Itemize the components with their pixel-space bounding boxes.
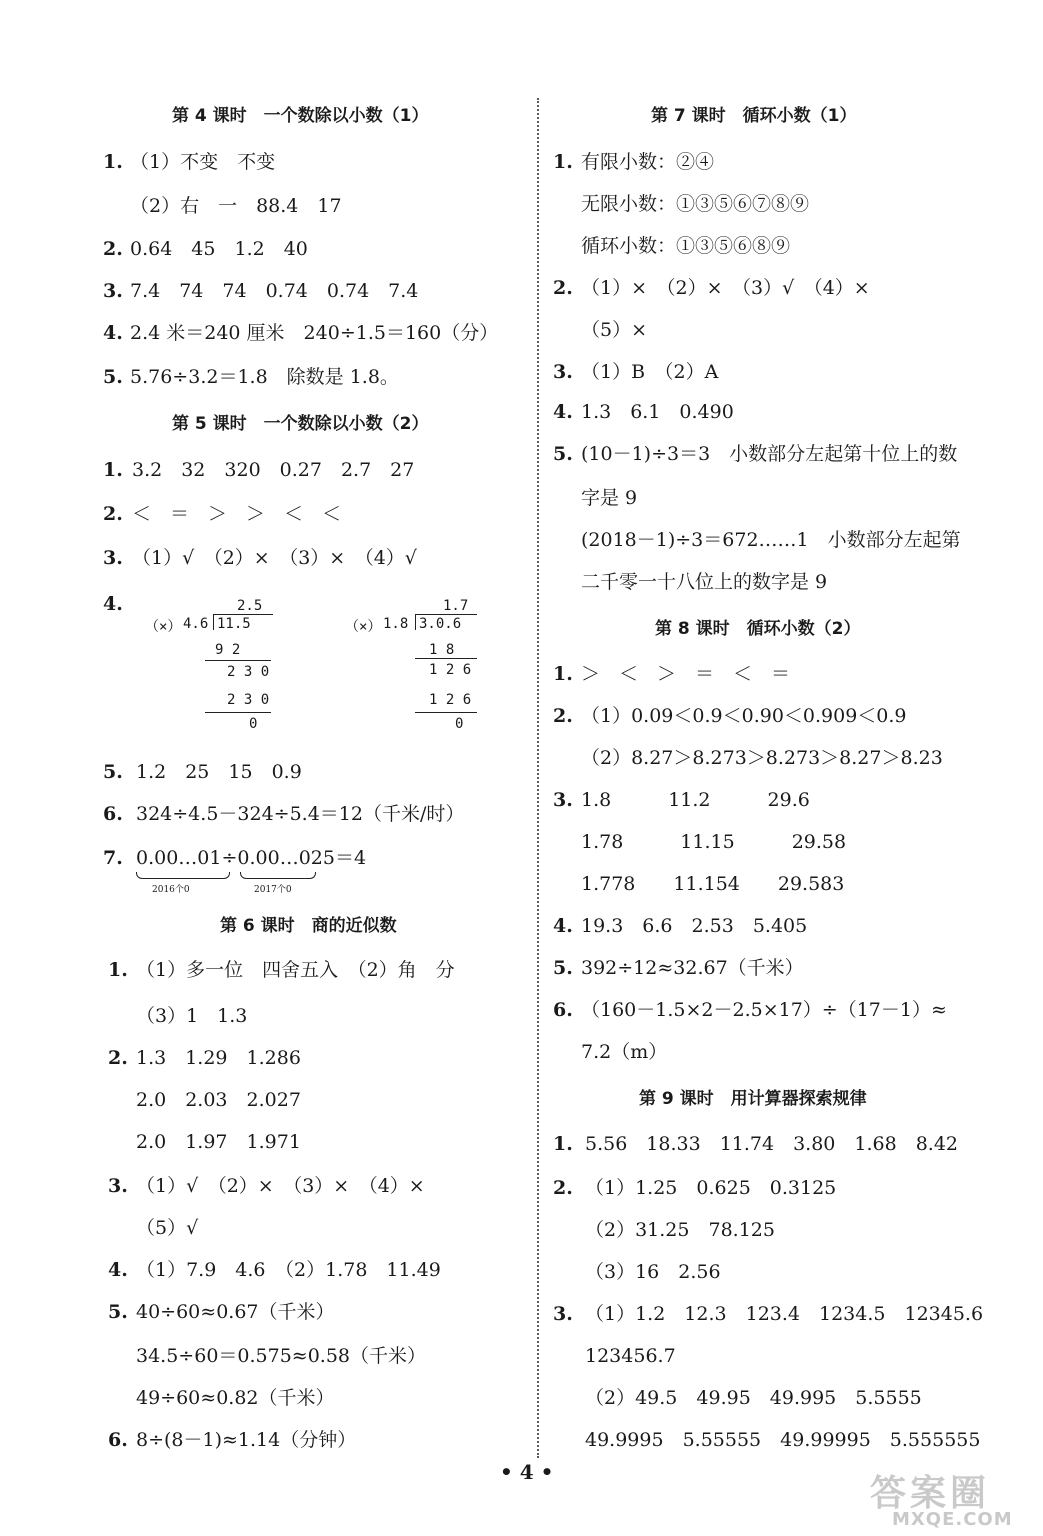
answer-text: 1.8 11.2 29.6 [581, 789, 810, 811]
column-divider [537, 98, 539, 1458]
item-number: 2. [103, 238, 123, 260]
section-title-lesson7: 第 7 课时 循环小数（1） [651, 106, 857, 126]
item-number: 3. [553, 361, 573, 383]
answer-text: 49.9995 5.55555 49.99995 5.555555 [585, 1429, 981, 1451]
answer-text: （5）√ [136, 1217, 199, 1239]
answer-text: （3）16 2.56 [585, 1261, 721, 1283]
answer-text: 34.5÷60＝0.575≈0.58（千米） [136, 1345, 427, 1367]
item-number: 6. [108, 1429, 128, 1451]
item-number: 1. [108, 959, 128, 981]
answer-text: （1）B （2）A [581, 361, 719, 383]
answer-text: 有限小数：②④ [581, 151, 715, 173]
item-number: 2. [553, 1177, 573, 1199]
answer-text: （5）× [581, 319, 648, 341]
answer-text: （1）√ （2）× （3）× （4）× [136, 1175, 425, 1197]
answer-text: 1.78 11.15 29.58 [581, 831, 847, 853]
item-number: 4. [553, 915, 573, 937]
answer-text: ＞ ＜ ＞ ＝ ＜ ＝ [581, 663, 791, 685]
answer-text: （2）49.5 49.95 49.995 5.5555 [585, 1387, 922, 1409]
answer-text: 324÷4.5－324÷5.4＝12（千米/时） [136, 803, 465, 825]
item-number: 4. [103, 322, 123, 344]
answer-text: （1）1.25 0.625 0.3125 [585, 1177, 837, 1199]
answer-text: 8÷(8－1)≈1.14（分钟） [136, 1429, 357, 1451]
brace-label-1: 2016个0 [152, 885, 190, 895]
item-number: 1. [553, 1133, 573, 1155]
answer-text: (2018－1)÷3＝672……1 小数部分左起第 [581, 529, 961, 551]
section-title-lesson4: 第 4 课时 一个数除以小数（1） [172, 106, 429, 126]
item-number: 6. [103, 803, 123, 825]
section-title-lesson5: 第 5 课时 一个数除以小数（2） [172, 414, 429, 434]
page-number: • 4 • [500, 1460, 554, 1484]
answer-text: 0.00…01÷0.00…025＝4 [136, 847, 367, 869]
answer-text: 5.56 18.33 11.74 3.80 1.68 8.42 [585, 1133, 959, 1155]
item-number: 5. [103, 761, 123, 783]
brace-label-2: 2017个0 [254, 885, 292, 895]
answer-text: 二千零一十八位上的数字是 9 [581, 571, 828, 593]
item-number: 4. [553, 401, 573, 423]
item-number: 2. [553, 277, 573, 299]
answer-text: 2.0 1.97 1.971 [136, 1131, 301, 1153]
answer-text: 5.76÷3.2＝1.8 除数是 1.8。 [130, 366, 399, 388]
answer-text: （2）右 一 88.4 17 [130, 195, 342, 217]
answer-text: （1）不变 不变 [130, 151, 276, 173]
answer-text: （1）多一位 四舍五入 （2）角 分 [136, 959, 455, 981]
item-number: 1. [553, 151, 573, 173]
answer-text: 123456.7 [585, 1345, 676, 1367]
item-number: 1. [103, 459, 123, 481]
answer-text: ＜ ＝ ＞ ＞ ＜ ＜ [132, 503, 342, 525]
answer-text: 字是 9 [581, 487, 638, 509]
answer-text: （1）1.2 12.3 123.4 1234.5 12345.6 [585, 1303, 984, 1325]
section-title-lesson9: 第 9 课时 用计算器探索规律 [639, 1089, 867, 1109]
answer-text: 2.4 米＝240 厘米 240÷1.5＝160（分） [130, 322, 499, 344]
brace-2 [240, 872, 316, 879]
answer-text: 3.2 32 320 0.27 2.7 27 [132, 459, 415, 481]
answer-text: （160－1.5×2－2.5×17）÷（17－1）≈ [581, 999, 947, 1021]
item-number: 2. [108, 1047, 128, 1069]
answer-text: 40÷60≈0.67（千米） [136, 1301, 335, 1323]
watermark-text: 答案圈 [870, 1473, 991, 1514]
item-number: 1. [553, 663, 573, 685]
item-number: 3. [108, 1175, 128, 1197]
answer-text: 循环小数：①③⑤⑥⑧⑨ [581, 235, 791, 257]
answer-text: （1）√ （2）× （3）× （4）√ [132, 547, 417, 569]
answer-text: 19.3 6.6 2.53 5.405 [581, 915, 808, 937]
item-number: 5. [553, 443, 573, 465]
answer-text: 1.3 1.29 1.286 [136, 1047, 301, 1069]
answer-text: （3）1 1.3 [136, 1005, 248, 1027]
answer-text: 0.64 45 1.2 40 [130, 238, 308, 260]
item-number: 5. [103, 366, 123, 388]
answer-text: 2.0 2.03 2.027 [136, 1089, 301, 1111]
brace-1 [136, 872, 230, 879]
watermark-logo [862, 1465, 1037, 1533]
answer-text: 1.778 11.154 29.583 [581, 873, 845, 895]
item-number: 1. [103, 151, 123, 173]
answer-text: 1.2 25 15 0.9 [136, 761, 302, 783]
item-number: 2. [553, 705, 573, 727]
answer-text: （2）31.25 78.125 [585, 1219, 775, 1241]
answer-text: （1）0.09＜0.9＜0.90＜0.909＜0.9 [581, 705, 907, 727]
item-number: 5. [553, 957, 573, 979]
item-number: 4. [108, 1259, 128, 1281]
item-number: 3. [553, 789, 573, 811]
answer-text: 7.4 74 74 0.74 0.74 7.4 [130, 280, 419, 302]
answer-text: （1）7.9 4.6 （2）1.78 11.49 [136, 1259, 441, 1281]
item-number: 7. [103, 847, 123, 869]
answer-text: 7.2（m） [581, 1041, 668, 1063]
answer-text: 49÷60≈0.82（千米） [136, 1387, 335, 1409]
answer-text: （2）8.27＞8.273＞8.273＞8.27＞8.23 [581, 747, 943, 769]
item-number: 3. [103, 547, 123, 569]
watermark-url: MXQE.COM [892, 1509, 1013, 1530]
item-number: 3. [553, 1303, 573, 1325]
answer-text: （1）× （2）× （3）√ （4）× [581, 277, 870, 299]
section-title-lesson8: 第 8 课时 循环小数（2） [655, 619, 861, 639]
item-number: 3. [103, 280, 123, 302]
answer-text: 1.3 6.1 0.490 [581, 401, 734, 423]
section-title-lesson6: 第 6 课时 商的近似数 [220, 916, 397, 936]
item-number: 2. [103, 503, 123, 525]
answer-text: 无限小数：①③⑤⑥⑦⑧⑨ [581, 193, 810, 215]
item-number: 4. [103, 593, 123, 615]
answer-text: (10－1)÷3＝3 小数部分左起第十位上的数 [581, 443, 958, 465]
item-number: 6. [553, 999, 573, 1021]
answer-text: 392÷12≈32.67（千米） [581, 957, 804, 979]
item-number: 5. [108, 1301, 128, 1323]
